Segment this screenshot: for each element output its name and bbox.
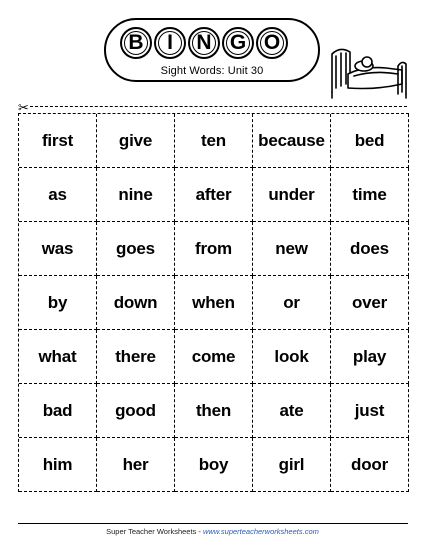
- bingo-cell: play: [331, 330, 409, 384]
- bingo-cell: ate: [253, 384, 331, 438]
- bingo-cell: does: [331, 222, 409, 276]
- footer: [0, 527, 425, 536]
- bingo-cell: what: [19, 330, 97, 384]
- bingo-cell: when: [175, 276, 253, 330]
- bingo-cell: him: [19, 438, 97, 492]
- bingo-cell: under: [253, 168, 331, 222]
- bingo-cell: just: [331, 384, 409, 438]
- bingo-cell: bad: [19, 384, 97, 438]
- bingo-letter-o: O: [256, 27, 288, 59]
- cut-line: [30, 106, 407, 107]
- bingo-letter-g: G: [222, 27, 254, 59]
- footer-text: Super Teacher Worksheets -: [106, 527, 203, 536]
- bingo-cell: look: [253, 330, 331, 384]
- bingo-cell: after: [175, 168, 253, 222]
- bingo-letter-b: B: [120, 27, 152, 59]
- bingo-cell: because: [253, 114, 331, 168]
- bingo-card-grid: [18, 113, 409, 492]
- bingo-cell: first: [19, 114, 97, 168]
- scissors-icon: ✂: [18, 100, 29, 115]
- bingo-cell: was: [19, 222, 97, 276]
- bingo-cell: or: [253, 276, 331, 330]
- bingo-cell: her: [97, 438, 175, 492]
- bingo-cell: down: [97, 276, 175, 330]
- bingo-cell: as: [19, 168, 97, 222]
- bingo-cell: from: [175, 222, 253, 276]
- bed-icon: [324, 44, 410, 100]
- bingo-letter-i: I: [154, 27, 186, 59]
- bingo-cell: come: [175, 330, 253, 384]
- bingo-cell: good: [97, 384, 175, 438]
- bingo-cell: ten: [175, 114, 253, 168]
- bingo-cell: give: [97, 114, 175, 168]
- bingo-cell: time: [331, 168, 409, 222]
- bingo-cell: then: [175, 384, 253, 438]
- footer-divider: [18, 523, 408, 524]
- bingo-cell: by: [19, 276, 97, 330]
- bingo-cell: nine: [97, 168, 175, 222]
- bingo-cell: bed: [331, 114, 409, 168]
- bingo-cell: new: [253, 222, 331, 276]
- subtitle: Sight Words: Unit 30: [160, 65, 264, 77]
- bingo-letter-n: N: [188, 27, 220, 59]
- bingo-cell: door: [331, 438, 409, 492]
- bingo-cell: girl: [253, 438, 331, 492]
- bingo-cell: goes: [97, 222, 175, 276]
- bingo-title: [120, 27, 288, 59]
- bingo-cell: boy: [175, 438, 253, 492]
- footer-link[interactable]: www.superteacherworksheets.com: [202, 527, 319, 536]
- bingo-header: [104, 18, 320, 82]
- bingo-cell: over: [331, 276, 409, 330]
- bingo-cell: there: [97, 330, 175, 384]
